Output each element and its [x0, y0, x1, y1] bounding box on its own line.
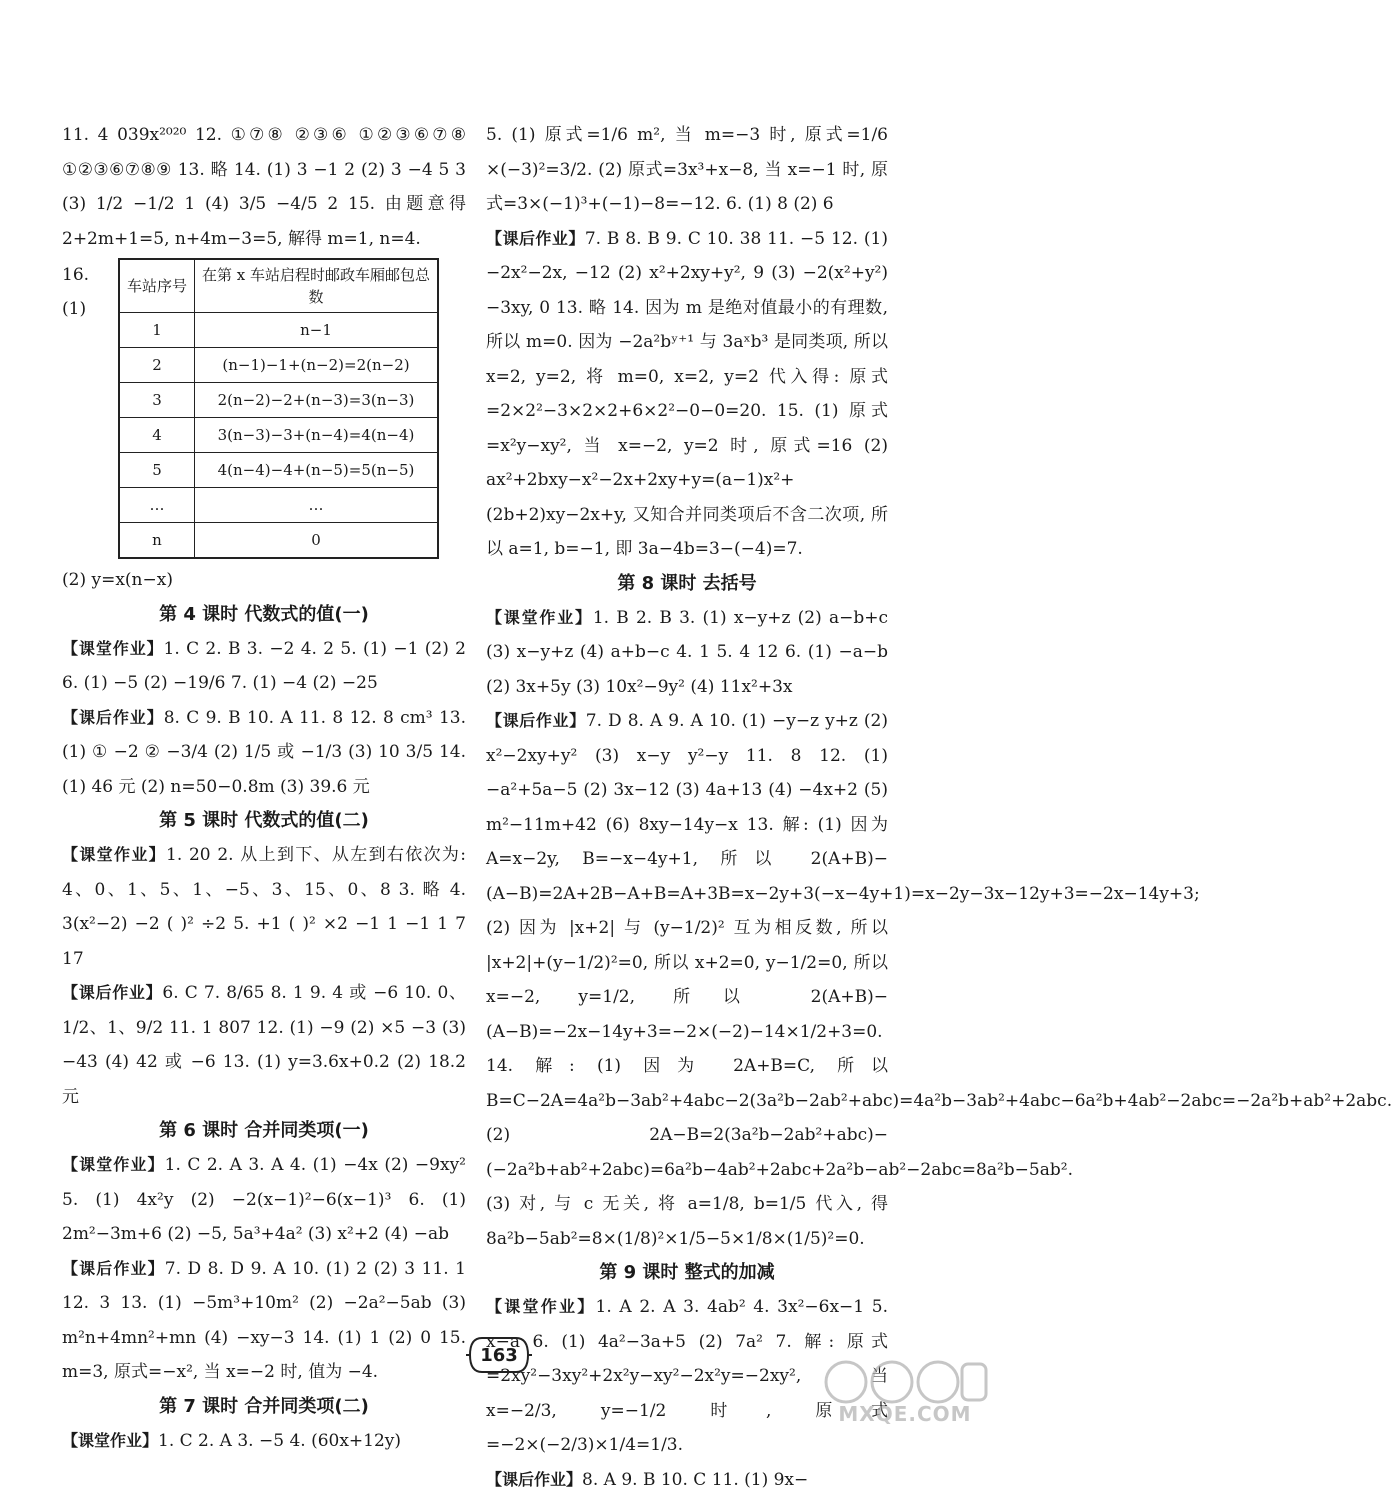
section-7-class-work-cont: 5. (1) 原式=1/6 m², 当 m=−3 时, 原式=1/6 ×(−3)²=3/2. (2) 原式=3x³+x−8, 当 x=−1 时, 原式=3×(−1)³+(−1)−8=−12. 6. (1) 8 (2) 6 — [486, 118, 888, 222]
homework-answers: 8. C 9. B 10. A 11. 8 12. 8 cm³ 13. (1) ① −2 ② −3/4 (2) 1/5 或 −1/3 (3) 10 3/5 14. (1) 46 元 (2) n=50−0.8m (3) 39.6 元 — [62, 708, 466, 797]
watermark-logo — [820, 1358, 990, 1428]
q16-table — [118, 258, 439, 559]
table-cell: (n−1)−1+(n−2)=2(n−2) — [195, 348, 439, 383]
section-5-homework — [62, 976, 466, 1114]
table-cell: 0 — [195, 523, 439, 559]
class-work-tag: 【课堂作业】 — [62, 1155, 165, 1174]
section-5-class-work — [62, 838, 466, 976]
homework-answers: 6. C 7. 8/65 8. 1 9. 4 或 −6 10. 0、1/2、1、9/2 11. 1 807 12. (1) −9 (2) ×5 −3 (3) −43 (4) 42 或 −6 13. (1) y=3.6x+0.2 (2) 18.2 元 — [62, 983, 466, 1107]
section-6-title: 第 6 课时 合并同类项(一) — [62, 1114, 466, 1148]
table-header-total: 在第 x 车站启程时邮政车厢邮包总数 — [195, 259, 439, 313]
table-cell: … — [119, 488, 195, 523]
homework-tag: 【课后作业】 — [486, 229, 585, 248]
section-8-title: 第 8 课时 去括号 — [486, 567, 888, 601]
left-column — [62, 118, 466, 1458]
homework-answers: 7. D 8. D 9. A 10. (1) 2 (2) 3 11. 1 12. 3 13. (1) −5m³+10m² (2) −2a²−5ab (3) m²n+4mn²+mn (4) −xy−3 14. (1) 1 (2) 0 15. m=3, 原式=−x², 当 x=−2 时, 值为 −4. — [62, 1259, 466, 1383]
section-7-title: 第 7 课时 合并同类项(二) — [62, 1390, 466, 1424]
right-column — [486, 118, 888, 1497]
class-work-answers: 1. B 2. B 3. (1) x−y+z (2) a−b+c (3) x−y+z (4) a+b−c 4. 1 5. 4 12 6. (1) −a−b (2) 3x+5y (3) 10x²−9y² (4) 11x²+3x — [486, 608, 888, 697]
class-work-answers: 1. C 2. A 3. −5 4. (60x+12y) — [158, 1431, 401, 1451]
section-6-homework — [62, 1252, 466, 1390]
table-cell: 3(n−3)−3+(n−4)=4(n−4) — [195, 418, 439, 453]
homework-tag: 【课后作业】 — [62, 983, 162, 1002]
section-9-homework — [486, 1463, 888, 1497]
section-6-class-work — [62, 1148, 466, 1252]
table-cell: 4 — [119, 418, 195, 453]
class-work-tag: 【课堂作业】 — [62, 1431, 158, 1450]
class-work-answers: 1. C 2. B 3. −2 4. 2 5. (1) −1 (2) 2 6. (1) −5 (2) −19/6 7. (1) −4 (2) −25 — [62, 639, 466, 694]
table-cell: 1 — [119, 313, 195, 348]
class-work-tag: 【课堂作业】 — [486, 608, 593, 627]
section-9-title: 第 9 课时 整式的加减 — [486, 1256, 888, 1290]
table-row — [119, 383, 438, 418]
section-4-class-work — [62, 632, 466, 701]
table-cell: … — [195, 488, 439, 523]
table-cell: 4(n−4)−4+(n−5)=5(n−5) — [195, 453, 439, 488]
table-cell: 2(n−2)−2+(n−3)=3(n−3) — [195, 383, 439, 418]
class-work-tag: 【课堂作业】 — [62, 845, 166, 864]
q16-part2: (2) y=x(n−x) — [62, 563, 466, 598]
section-8-class-work — [486, 601, 888, 705]
answers-11-15: 11. 4 039x²⁰²⁰ 12. ①⑦⑧ ②③⑥ ①②③⑥⑦⑧ ①②③⑥⑦⑧⑨ 13. 略 14. (1) 3 −1 2 (2) 3 −4 5 3 (3) 1/2 −1/2 1 (4) 3/5 −4/5 2 15. 由题意得 2+2m+1=5, n+4m−3=5, 解得 m=1, n=4. — [62, 118, 466, 256]
class-work-answers: 1. 20 2. 从上到下、从左到右依次为: 4、0、1、5、1、−5、3、15、0、8 3. 略 4. 3(x²−2) −2 ( )² ÷2 5. +1 ( )² ×2 −1 1 −1 1 7 17 — [62, 845, 466, 969]
homework-answers: 8. A 9. B 10. C 11. (1) 9x− — [582, 1470, 808, 1490]
section-7-homework — [486, 222, 888, 567]
q16-label: 16. (1) — [62, 258, 118, 326]
section-7-class-work — [62, 1424, 466, 1459]
homework-tag: 【课后作业】 — [62, 1259, 165, 1278]
table-row — [119, 348, 438, 383]
table-row — [119, 453, 438, 488]
table-cell: 5 — [119, 453, 195, 488]
homework-tag: 【课后作业】 — [62, 708, 164, 727]
class-work-tag: 【课堂作业】 — [62, 639, 164, 658]
table-header-station: 车站序号 — [119, 259, 195, 313]
question-16 — [62, 258, 466, 559]
class-work-answers: 1. A 2. A 3. 4ab² 4. 3x²−6x−1 5. x−a 6. (1) 4a²−3a+5 (2) 7a² 7. 解: 原式=2xy²−3xy²+2x²y−xy²−2x²y=−2xy², 当 x=−2/3, y=−1/2 时, 原式=−2×(−2/3)×1/4=1/3. — [486, 1297, 888, 1455]
class-work-answers: 1. C 2. A 3. A 4. (1) −4x (2) −9xy² 5. (1) 4x²y (2) −2(x−1)²−6(x−1)³ 6. (1) 2m²−3m+6 (2) −5, 5a³+4a² (3) x²+2 (4) −ab — [62, 1155, 466, 1244]
table-cell: n−1 — [195, 313, 439, 348]
homework-tag: 【课后作业】 — [486, 711, 586, 730]
class-work-tag: 【课堂作业】 — [486, 1297, 596, 1316]
table-row — [119, 418, 438, 453]
section-5-title: 第 5 课时 代数式的值(二) — [62, 804, 466, 838]
table-cell: 2 — [119, 348, 195, 383]
table-cell: n — [119, 523, 195, 559]
watermark-stamp-icon — [820, 1358, 990, 1406]
page-number-text: 163 — [480, 1345, 518, 1366]
table-cell: 3 — [119, 383, 195, 418]
homework-answers: 7. D 8. A 9. A 10. (1) −y−z y+z (2) x²−2xy+y² (3) x−y y²−y 11. 8 12. (1) −a²+5a−5 (2) 3x−12 (3) 4a+13 (4) −4x+2 (5) m²−11m+42 (6) 8xy−14y−x 13. 解: (1) 因为 A=x−2y, B=−x−4y+1, 所以 2(A+B)−(A−B)=2A+2B−A+B=A+3B=x−2y+3(−x−4y+1)=x−2y−3x−12y+3=−2x−14y+3; (2) 因为 |x+2| 与 (y−1/2)² 互为相反数, 所以 |x+2|+(y−1/2)²=0, 所以 x+2=0, y−1/2=0, 所以 x=−2, y=1/2, 所以 2(A+B)−(A−B)=−2x−14y+3=−2×(−2)−14×1/2+3=0. 14. 解: (1) 因为 2A+B=C, 所以 B=C−2A=4a²b−3ab²+4abc−2(3a²b−2ab²+abc)=4a²b−3ab²+4abc−6a²b+4ab²−2abc=−2a²b+ab²+2abc. (2) 2A−B=2(3a²b−2ab²+abc)−(−2a²b+ab²+2abc)=6a²b−4ab²+2abc+2a²b−ab²−2abc=8a²b−5ab². (3) 对, 与 c 无关, 将 a=1/8, b=1/5 代入, 得 8a²b−5ab²=8×(1/8)²×1/5−5×1/8×(1/5)²=0. — [486, 711, 1392, 1249]
table-row — [119, 313, 438, 348]
table-row — [119, 488, 438, 523]
page-number — [468, 1336, 530, 1374]
section-4-title: 第 4 课时 代数式的值(一) — [62, 598, 466, 632]
homework-tag: 【课后作业】 — [486, 1470, 582, 1489]
table-row — [119, 523, 438, 559]
watermark-text: MXQE.COM — [820, 1402, 990, 1426]
homework-answers: 7. B 8. B 9. C 10. 38 11. −5 12. (1) −2x²−2x, −12 (2) x²+2xy+y², 9 (3) −2(x²+y²)−3xy, 0 13. 略 14. 因为 m 是绝对值最小的有理数, 所以 m=0. 因为 −2a²bʸ⁺¹ 与 3aˣb³ 是同类项, 所以 x=2, y=2, 将 m=0, x=2, y=2 代入得: 原式=2×2²−3×2×2+6×2²−0−0=20. 15. (1) 原式=x²y−xy², 当 x=−2, y=2 时, 原式=16 (2) ax²+2bxy−x²−2x+2xy+y=(a−1)x²+(2b+2)xy−2x+y, 又知合并同类项后不含二次项, 所以 a=1, b=−1, 即 3a−4b=3−(−4)=7. — [486, 229, 888, 560]
section-4-homework — [62, 701, 466, 805]
section-8-homework — [486, 704, 888, 1256]
table-header-row — [119, 259, 438, 313]
